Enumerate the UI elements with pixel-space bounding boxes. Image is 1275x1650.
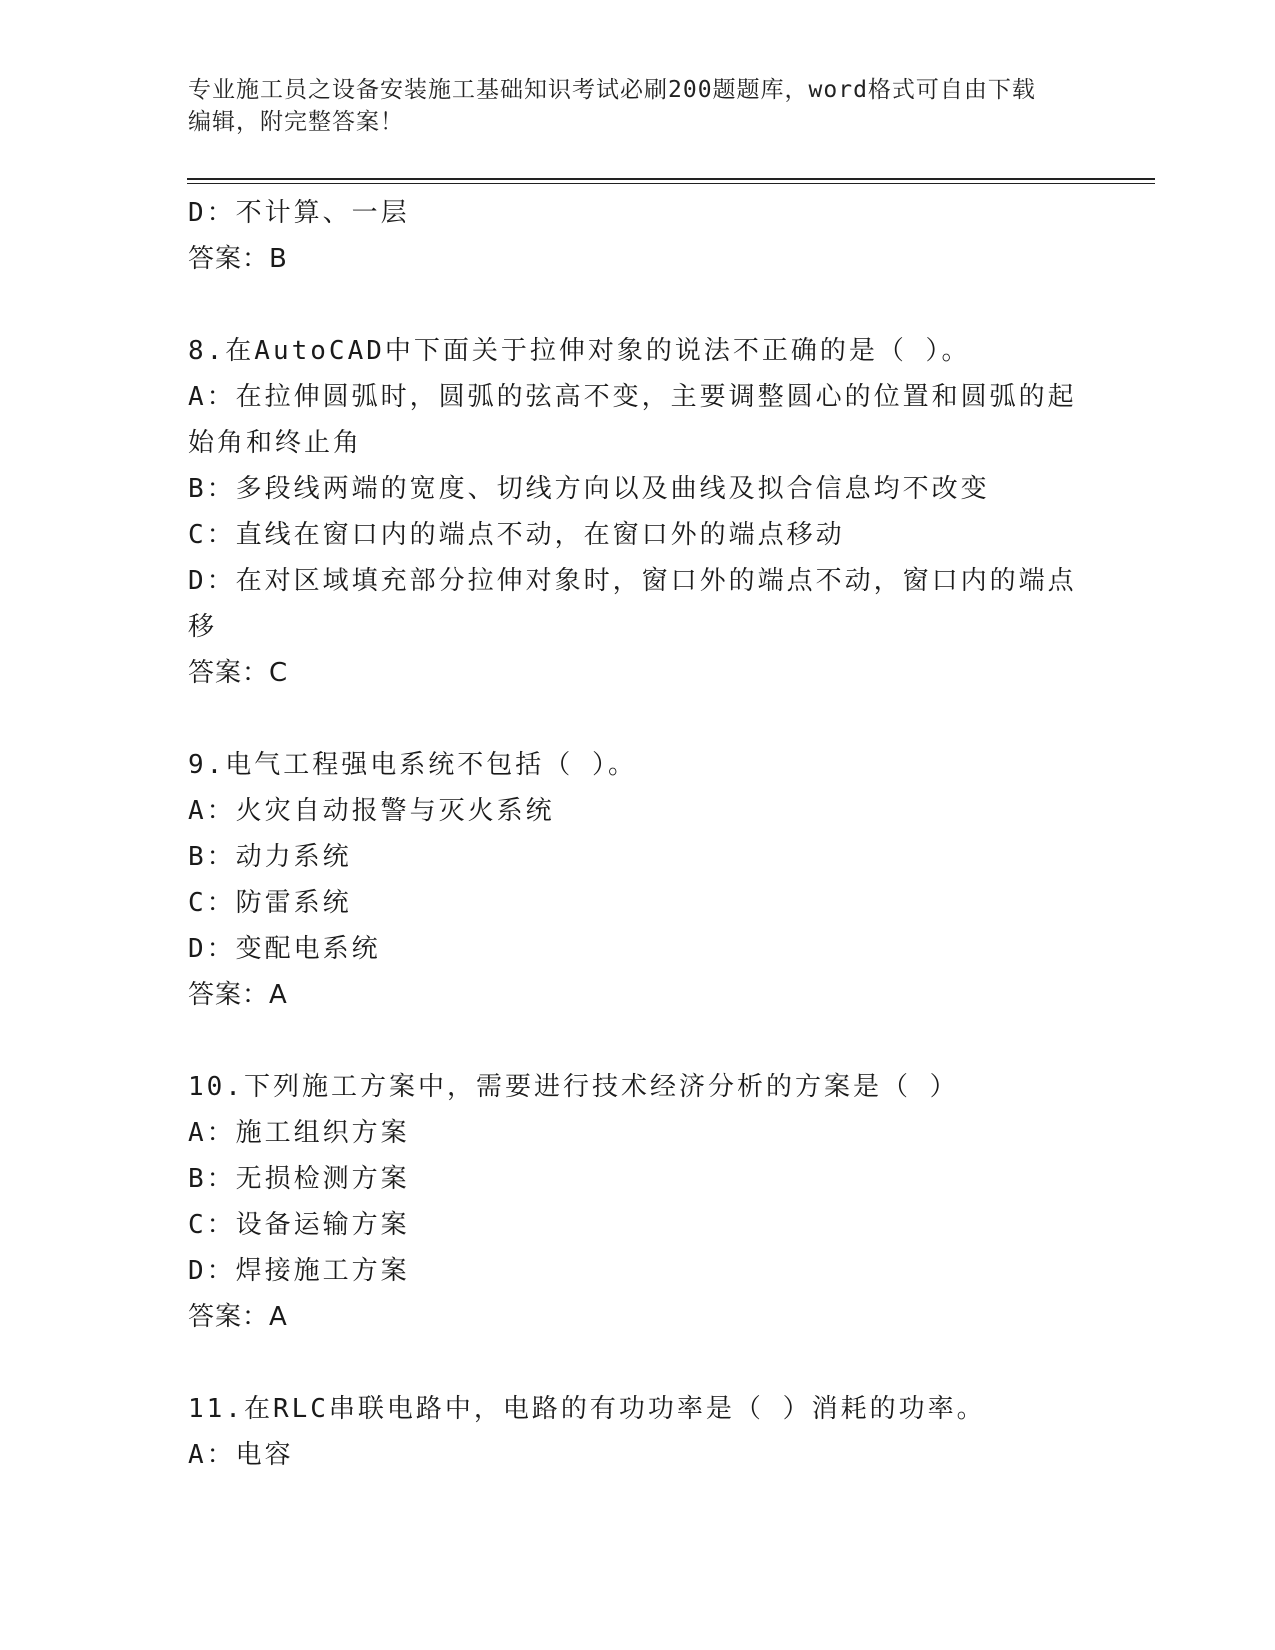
question-7-option-d: D：不计算、一层 <box>188 198 410 228</box>
document-header <box>188 74 1088 138</box>
question-10-option-b: B：无损检测方案 <box>188 1164 410 1194</box>
question-10 <box>188 1064 1088 1340</box>
question-11-option-a: A：电容 <box>188 1440 294 1470</box>
question-8-text: 8.在AutoCAD中下面关于拉伸对象的说法不正确的是（ ）。 <box>188 336 971 366</box>
question-11 <box>188 1386 1088 1478</box>
question-9-option-a: A：火灾自动报警与灭火系统 <box>188 796 555 826</box>
question-9-answer: 答案：A <box>188 980 288 1010</box>
question-8-option-a-line-2: 始角和终止角 <box>188 428 363 458</box>
header-divider-thin <box>187 183 1155 184</box>
header-line-1: 专业施工员之设备安装施工基础知识考试必刷200题题库，word格式可自由下载 <box>188 77 1036 103</box>
spacer <box>188 282 1088 328</box>
question-8-answer: 答案：C <box>188 658 289 688</box>
question-8-option-d-line-2: 移 <box>188 612 218 642</box>
question-8-option-a-line-1: A：在拉伸圆弧时，圆弧的弦高不变，主要调整圆心的位置和圆弧的起 <box>188 382 1077 412</box>
question-10-text: 10.下列施工方案中，需要进行技术经济分析的方案是（ ） <box>188 1072 959 1102</box>
question-9-text: 9.电气工程强电系统不包括（ ）。 <box>188 750 637 780</box>
question-10-answer: 答案：A <box>188 1302 288 1332</box>
question-9-option-c: C：防雷系统 <box>188 888 352 918</box>
question-11-text: 11.在RLC串联电路中，电路的有功功率是（ ）消耗的功率。 <box>188 1394 986 1424</box>
question-10-option-a: A：施工组织方案 <box>188 1118 410 1148</box>
question-7 <box>188 190 1088 282</box>
question-8-option-b: B：多段线两端的宽度、切线方向以及曲线及拟合信息均不改变 <box>188 474 990 504</box>
question-10-option-c: C：设备运输方案 <box>188 1210 410 1240</box>
spacer <box>188 1340 1088 1386</box>
question-7-answer: 答案：B <box>188 244 288 274</box>
header-line-2: 编辑，附完整答案！ <box>188 109 404 135</box>
question-list <box>188 190 1088 1478</box>
spacer <box>188 696 1088 742</box>
question-9-option-d: D：变配电系统 <box>188 934 381 964</box>
question-8-option-c: C：直线在窗口内的端点不动，在窗口外的端点移动 <box>188 520 845 550</box>
question-8 <box>188 328 1088 696</box>
question-9-option-b: B：动力系统 <box>188 842 352 872</box>
question-8-option-d-line-1: D：在对区域填充部分拉伸对象时，窗口外的端点不动，窗口内的端点 <box>188 566 1077 596</box>
spacer <box>188 1018 1088 1064</box>
question-9 <box>188 742 1088 1018</box>
header-divider-thick <box>187 178 1155 180</box>
question-10-option-d: D：焊接施工方案 <box>188 1256 410 1286</box>
